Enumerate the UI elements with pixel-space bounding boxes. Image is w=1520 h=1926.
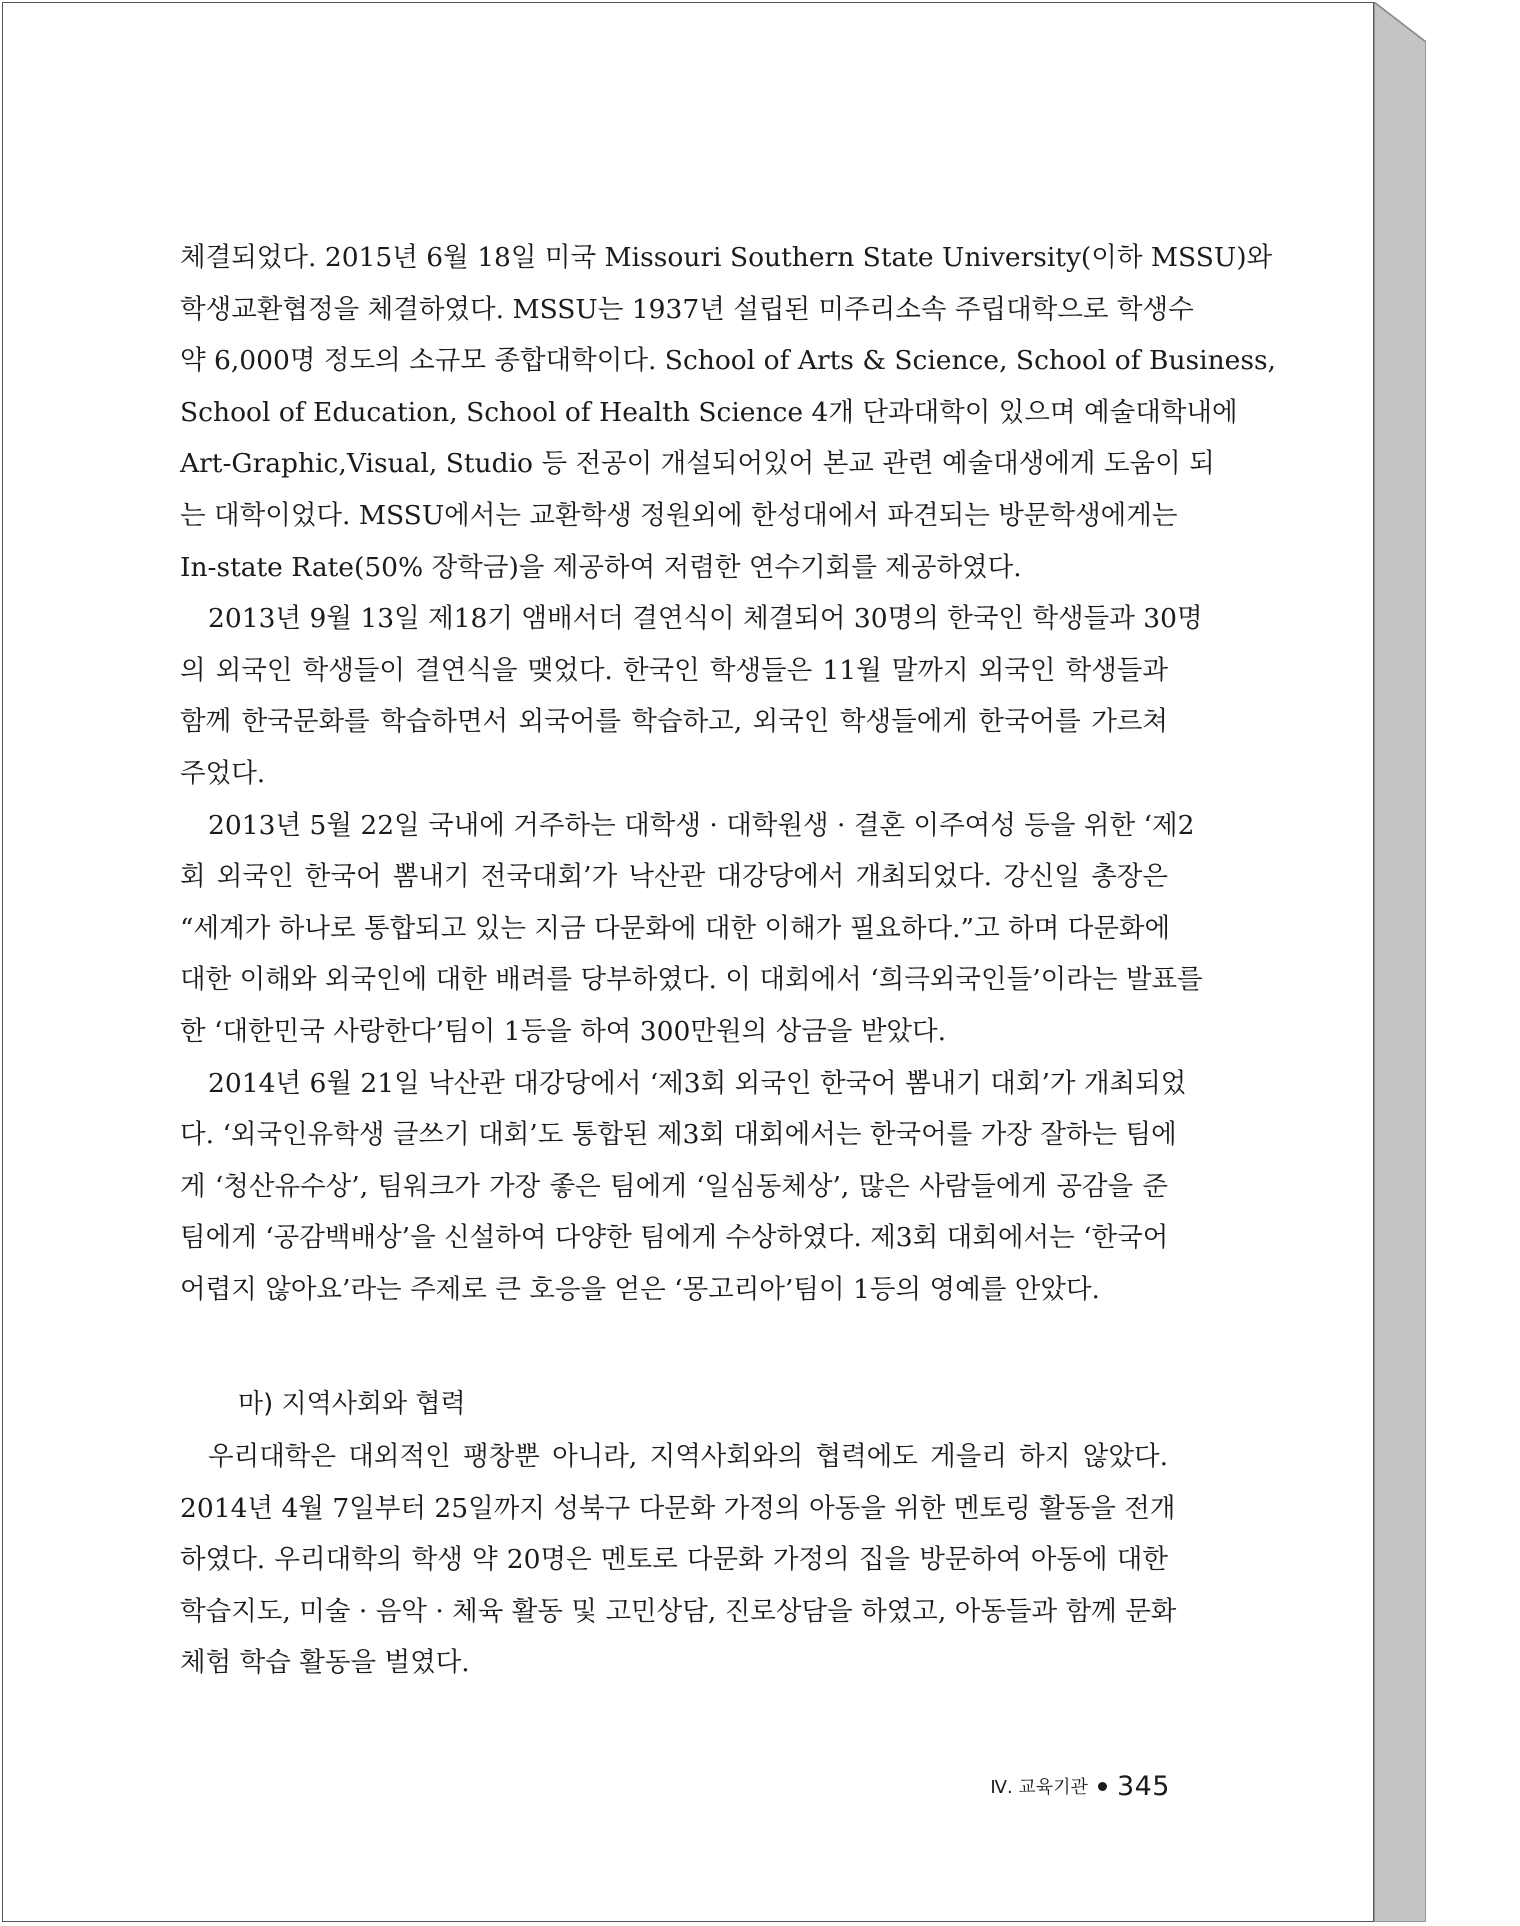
text-line: 회 외국인 한국어 뽐내기 전국대회’가 낙산관 대강당에서 개최되었다. 강신일 총장은 xyxy=(180,861,1168,893)
paragraph-speech-contest-2013 xyxy=(180,800,1203,1058)
bullet-dot-icon xyxy=(1098,1782,1107,1791)
text-line: 하였다. 우리대학의 학생 약 20명은 멘토로 다문화 가정의 집을 방문하여 아동에 대한 xyxy=(180,1544,1168,1576)
text-line: 2014년 4월 7일부터 25일까지 성북구 다문화 가정의 아동을 위한 멘토링 활동을 전개 xyxy=(180,1492,1176,1524)
text-line: 2013년 5월 22일 국내에 거주하는 대학생 · 대학원생 · 결혼 이주여성 등을 위한 ‘제2 xyxy=(208,809,1195,841)
paragraph-speech-contest-2014 xyxy=(180,1058,1187,1316)
text-line: 함께 한국문화를 학습하면서 외국어를 학습하고, 외국인 학생들에게 한국어를 가르쳐 xyxy=(180,706,1168,738)
text-line: Art-Graphic,Visual, Studio 등 전공이 개설되어있어 본교 관련 예술대생에게 도움이 되 xyxy=(180,448,1215,480)
text-line: 어렵지 않아요’라는 주제로 큰 호응을 얻은 ‘몽고리아’팀이 1등의 영예를 안았다. xyxy=(180,1273,1100,1305)
text-line: 팀에게 ‘공감백배상’을 신설하여 다양한 팀에게 수상하였다. 제3회 대회에서는 ‘한국어 xyxy=(180,1222,1169,1254)
book-edge xyxy=(1374,2,1426,1922)
section-heading: 마) 지역사회와 협력 xyxy=(238,1389,466,1420)
text-line: 체결되었다. 2015년 6월 18일 미국 Missouri Southern State University(이하 MSSU)와 xyxy=(180,242,1273,273)
text-line: 주었다. xyxy=(180,757,266,789)
text-line: In-state Rate(50% 장학금)을 제공하여 저렴한 연수기회를 제공하였다. xyxy=(180,551,1022,583)
section-spacer xyxy=(180,1315,1168,1379)
text-line: 한 ‘대한민국 사랑한다’팀이 1등을 하여 300만원의 상금을 받았다. xyxy=(180,1015,947,1047)
text-line: 학생교환협정을 체결하였다. MSSU는 1937년 설립된 미주리소속 주립대학으로 학생수 xyxy=(180,293,1194,325)
text-line: “세계가 하나로 통합되고 있는 지금 다문화에 대한 이해가 필요하다.”고 하며 다문화에 xyxy=(180,912,1171,944)
text-line: 대한 이해와 외국인에 대한 배려를 당부하였다. 이 대회에서 ‘희극외국인들’이라는 발표를 xyxy=(180,964,1203,996)
text-line: 는 대학이었다. MSSU에서는 교환학생 정원외에 한성대에서 파견되는 방문학생에게는 xyxy=(180,499,1178,531)
page-footer xyxy=(960,1766,1170,1806)
chapter-label: Ⅳ. 교육기관 xyxy=(990,1777,1088,1798)
document-body xyxy=(180,232,1276,1689)
text-line: 학습지도, 미술 · 음악 · 체육 활동 및 고민상담, 진로상담을 하였고, 아동들과 함께 문화 xyxy=(180,1595,1177,1627)
text-line: 2014년 6월 21일 낙산관 대강당에서 ‘제3회 외국인 한국어 뽐내기 대회’가 개최되었 xyxy=(208,1067,1187,1099)
text-line: 다. ‘외국인유학생 글쓰기 대회’도 통합된 제3회 대회에서는 한국어를 가장 잘하는 팀에 xyxy=(180,1119,1177,1151)
paragraph-mssu xyxy=(180,232,1276,593)
page-number: 345 xyxy=(1116,1770,1170,1802)
text-line: 2013년 9월 13일 제18기 앰배서더 결연식이 체결되어 30명의 한국인 학생들과 30명 xyxy=(208,603,1203,635)
text-line: 체험 학습 활동을 벌였다. xyxy=(180,1647,470,1679)
text-line: 게 ‘청산유수상’, 팀워크가 가장 좋은 팀에게 ‘일심동체상’, 많은 사람들에게 공감을 준 xyxy=(180,1170,1168,1202)
text-line: 의 외국인 학생들이 결연식을 맺었다. 한국인 학생들은 11월 말까지 외국인 학생들과 xyxy=(180,654,1168,686)
text-line: 약 6,000명 정도의 소규모 종합대학이다. School of Arts & Science, School of Business, xyxy=(180,345,1276,377)
text-line: 우리대학은 대외적인 팽창뿐 아니라, 지역사회와의 협력에도 게을리 하지 않았다. xyxy=(208,1441,1168,1473)
paragraph-ambassador xyxy=(180,593,1203,799)
text-line: School of Education, School of Health Science 4개 단과대학이 있으며 예술대학내에 xyxy=(180,396,1238,428)
paragraph-community xyxy=(180,1431,1177,1689)
